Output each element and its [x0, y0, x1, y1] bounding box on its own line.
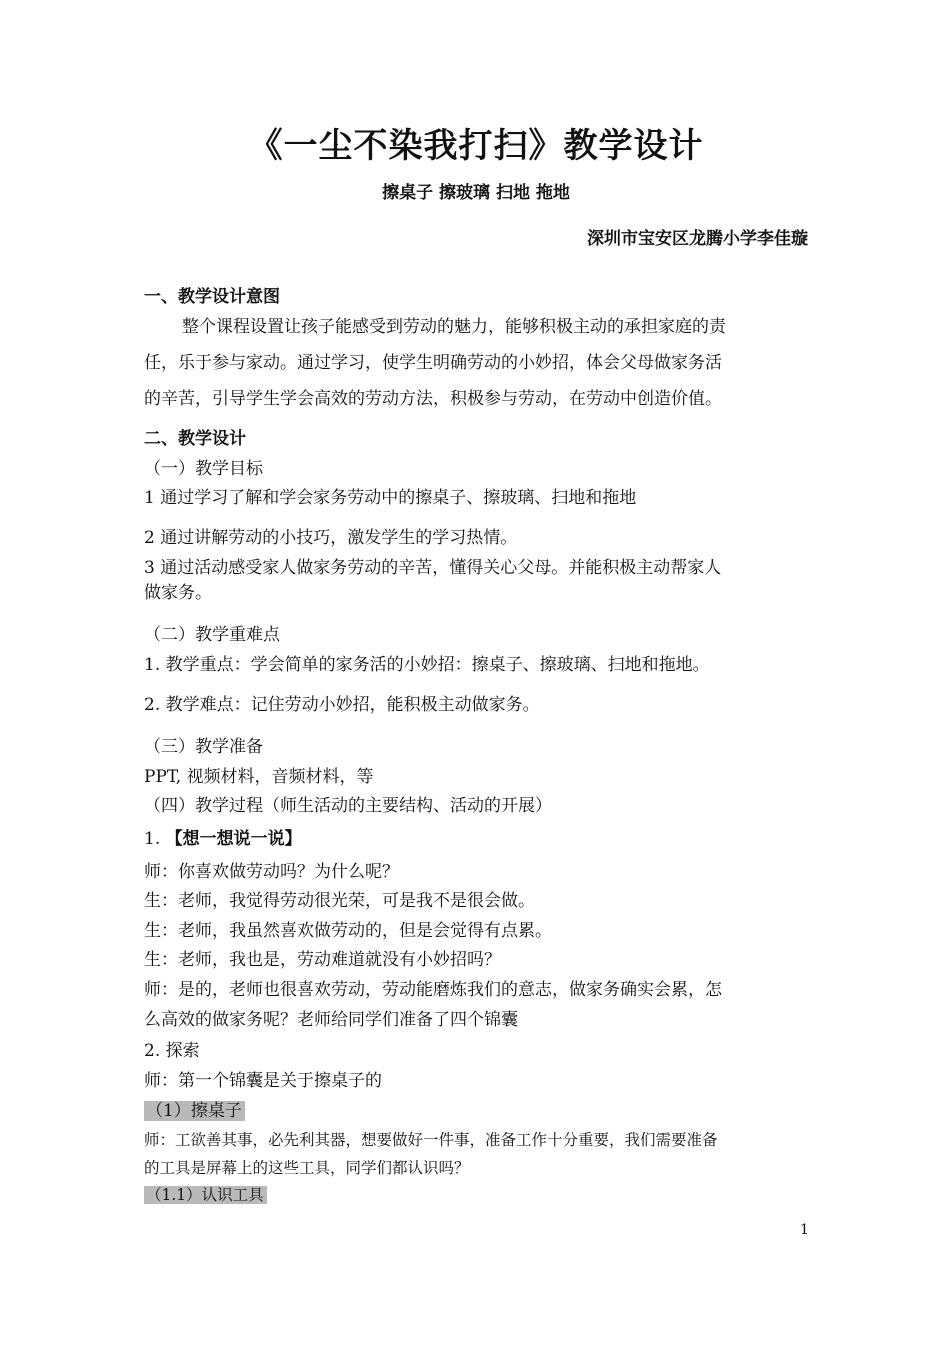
step-2: 2. 探索 [144, 1041, 200, 1061]
section-1-heading: 一、教学设计意图 [144, 287, 280, 307]
dialogue-line-5: 师：是的，老师也很喜欢劳动，劳动能磨炼我们的意志，做家务确实会累，怎 [144, 980, 722, 1000]
goal-3-line-2: 做家务。 [144, 583, 212, 603]
document-subtitle: 擦桌子 擦玻璃 扫地 拖地 [382, 183, 570, 203]
dialogue-line-1: 师：你喜欢做劳动吗？为什么呢？ [144, 862, 399, 882]
section-1-line-1: 整个课程设置让孩子能感受到劳动的魅力，能够积极主动的承担家庭的责 [182, 317, 726, 337]
process-heading: （四）教学过程（师生活动的主要结构、活动的开展） [144, 796, 552, 816]
dialogue-line-4: 生：老师，我也是，劳动难道就没有小妙招吗？ [144, 950, 501, 970]
dialogue-line-3: 生：老师，我虽然喜欢做劳动的，但是会觉得有点累。 [144, 921, 552, 941]
subsection-wipe-table-label: （1）擦桌子 [144, 1101, 245, 1121]
section-1-line-2: 任，乐于参与家动。通过学习，使学生明确劳动的小妙招，体会父母做家务活 [144, 353, 722, 373]
step-2-intro: 师：第一个锦囊是关于擦桌子的 [144, 1071, 382, 1091]
subsection-know-tools [144, 1183, 267, 1205]
section-1-line-3: 的辛苦，引导学生学会高效的劳动方法，积极参与劳动，在劳动中创造价值。 [144, 389, 722, 409]
wipe-table-text-line-2: 的工具是屏幕上的这些工具，同学们都认识吗？ [144, 1159, 470, 1177]
preparation-heading: （三）教学准备 [144, 737, 263, 757]
key-point-1: 1. 教学重点：学会简单的家务活的小妙招：擦桌子、擦玻璃、扫地和拖地。 [144, 655, 710, 675]
goal-1: 1 通过学习了解和学会家务劳动中的擦桌子、擦玻璃、扫地和拖地 [144, 488, 637, 508]
dialogue-line-6: 么高效的做家务呢？老师给同学们准备了四个锦囊 [144, 1010, 518, 1030]
step-1-title: 【想一想说一说】 [165, 829, 302, 849]
preparation-text: PPT, 视频材料，音频材料，等 [144, 767, 374, 787]
goals-heading: （一）教学目标 [144, 459, 263, 479]
goal-3-line-1: 3 通过活动感受家人做家务劳动的辛苦，懂得关心父母。并能积极主动帮家人 [144, 558, 722, 578]
key-points-heading: （二）教学重难点 [144, 625, 280, 645]
author-line: 深圳市宝安区龙腾小学李佳璇 [587, 229, 808, 249]
goal-2: 2 通过讲解劳动的小技巧，激发学生的学习热情。 [144, 528, 518, 548]
key-point-2: 2. 教学难点：记住劳动小妙招，能积极主动做家务。 [144, 695, 540, 715]
wipe-table-text-line-1: 师：工欲善其事，必先利其器，想要做好一件事，准备工作十分重要，我们需要准备 [144, 1131, 718, 1149]
section-2-heading: 二、教学设计 [144, 429, 246, 449]
page-number: 1 [800, 1222, 809, 1238]
subsection-wipe-table [144, 1096, 245, 1121]
step-1-number: 1. [144, 829, 161, 849]
dialogue-line-2: 生：老师，我觉得劳动很光荣，可是我不是很会做。 [144, 891, 535, 911]
document-title: 《一尘不染我打扫》教学设计 [248, 126, 704, 166]
subsection-know-tools-label: （1.1）认识工具 [144, 1186, 267, 1204]
step-1 [144, 824, 302, 849]
